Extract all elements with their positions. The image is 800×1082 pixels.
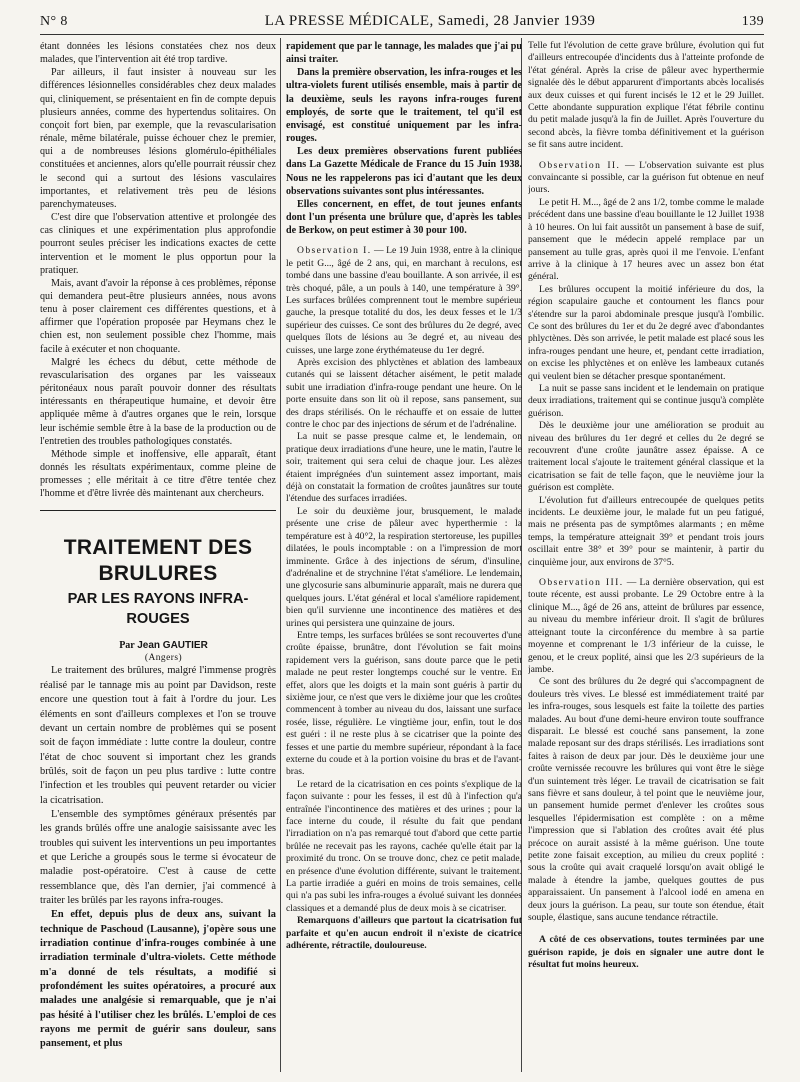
- paragraph: Ce sont des brûlures du 2e degré qui s'accompagnent de douleurs très vives. Le blessé est immédiatement traité par les infra-rouges, sous lesquels est faite la toilette des parties malades. Au bout d'une demi-heure environ toute souffrance disparait. Le blessé est couché sans pansement, la zone malade reposant sur des draps stérilisés. Les irradiations sont faites à raison de deux par jour. Dès le deuxième jour une croûte vernissée recouvre les brûlures qui vont être le siège d'un suintement très léger. Le travail de cicatrisation se fait sans fièvre et sans douleur, à tel point que le neuvième jour, un pansement humide permet d'enlever les croûtes sous lesquelles l'épidermisation est complète : on a même l'impression que si l'ablation des croûtes avait été plus précoce on aurait assisté à la même guérison. Une toute petite zone faisait exception, au milieu du creux poplité : sous la croûte qui avait craquelé lorsqu'on avait obligé le malade à étendre la jambe, quelques gouttes de pus apparaissaient. Un pansement à l'alcool iodé en amena en deux jours la guérison. La peau, sur toute son étendue, était souple, élastique, sans aucune tendance rétractile.: [528, 676, 764, 924]
- article-title: TRAITEMENT DES BRULURES: [63, 536, 253, 586]
- paragraph: La nuit se passe presque calme et, le lendemain, on pratique deux irradiations d'une heure, une le matin, l'autre le soir, traitement qui sera celui de chaque jour. Les alèzes étaient imprégnées d'un suintement assez important, mais déjà on constatait la formation de croûtes jaunâtres sur toute l'étendue des surfaces irradiées.: [286, 431, 522, 505]
- issue-number: N° 8: [40, 14, 68, 29]
- paragraph: Les brûlures occupent la moitié inférieure du dos, la région scapulaire gauche et contournent les flancs pour s'étendre sur la paroi abdominale presque jusqu'à l'ombilic. Ce sont des brûlures du 1er et du 2e degré avec d'abondantes phlyctènes. Dès son arrivée, le petit malade est placé sous les infra-rouges pendant une heure, et, pendant cette irradiation, on excise les phlyctènes et on enlève les lambeaux cutanés qui veulent bien se détacher presque spontanément.: [528, 283, 764, 382]
- observation-1: [286, 245, 522, 952]
- column-divider-1: [280, 38, 281, 1072]
- article-body-intro: [40, 664, 276, 1051]
- paragraph: Le soir du deuxième jour, brusquement, le malade présente une crise de pâleur avec hyperthermie : la température est à 40°2, la respiration stertoreuse, les pupilles dilatées, le pouls incomptable : on a l'impression de mort imminente. Grâce à des injections de sérum, d'insuline, d'adrénaline et de strychnine l'état s'améliore. Le lendemain, une glycosurie sans albuminurie apparaît, mais ne durera que quelques jours. L'état général et local s'améliore rapidement, bien qu'il survienne une incontinence des matières et des urines qui persistera une quinzaine de jours.: [286, 505, 522, 629]
- page-header: [40, 8, 764, 34]
- paragraph: Le retard de la cicatrisation en ces points s'explique de la façon suivante : pour les fesses, il est dû à l'infection qu'a entraînée l'incontinence des matières et des urines ; pour la face interne du coude, il résulte du fait que pendant l'irradiation on n'a pas remarqué tout d'abord que cette partie brûlée ne recevait pas les rayons, cachée qu'elle était par la proximité du tronc. On se trouve donc, chez ce petit malade, en présence d'une évolution différente, suivant le traitement. La partie irradiée a guéri en moins de trois semaines, celle qui n'a pas subi les infra-rouges a évolué suivant les données classiques et a demandé plus de deux mois à se cicatriser.: [286, 778, 522, 914]
- paragraph: Telle fut l'évolution de cette grave brûlure, évolution qui fut d'ailleurs entrecoupée d'incidents dus à l'atteinte profonde de l'état général. Après la crise de pâleur avec hyperthermie signalée dès le début apparurent d'importants abcès localisés aux deux cuisses et qui furent incisés le 12 et le 29 Juillet. Cette abondante suppuration explique l'état fébrile continu du petit malade jusqu'à la fin de Juillet. Après l'ouverture du second abcès, la fièvre tomba définitivement et la guérison se fit sans autre incident.: [528, 40, 764, 151]
- paragraph: rapidement que par le tannage, les malades que j'ai pu ainsi traiter.: [286, 41, 522, 66]
- paragraph: Entre temps, les surfaces brûlées se sont recouvertes d'une croûte épaisse, brunâtre, dont l'évolution se fait moins rapidement vers la guérison, sans doute parce que le petit malade ne peut rester longtemps couché sur le ventre. En effet, alors que les doigts et la main sont guéris à partir du sixième jour, ce n'est que vers le dixième jour que les croûtes commencent à tomber au niveau du dos, laissant une surface rosée, lisse, régulière. Le vingtième jour, enfin, tout le dos est guéri : il ne reste plus à se cicatriser que la pointe des fesses et une partie du membre supérieur, répondant à la face externe du coude et à la portion voisine du bras et de l'avant-bras.: [286, 629, 522, 778]
- article-header: [40, 510, 276, 664]
- byline: [40, 639, 276, 652]
- paragraph: Le petit H. M..., âgé de 2 ans 1/2, tombe comme le malade précédent dans une bassine d'eau bouillante le 12 Juillet 1938 à 10 heures. On lui fait aussitôt un pansement à base de suif, pansement que le médecin appelé remplace par un pansement au tulle gras, après quoi il me l'envoie. L'enfant arrive à la clinique à 17 heures avec un assez bon état général.: [528, 196, 764, 283]
- header-rule: [40, 34, 764, 35]
- paragraph: Par ailleurs, il faut insister à nouveau sur les différences lésionnelles considérables chez deux malades qui, cliniquement, se présentaient en fin de compte depuis plusieurs années, comme des hypertendus solitaires. On conçoit fort bien, par exemple, que la revascularisation rénale, même bilatérale, puisse échouer chez le premier, qui a de nombreuses lésions glomérulo-épithéliales constituées et anciennes, alors qu'elle pourrait réussir chez le second qui a surtout des lésions vasculaires importantes, et relativement très peu de lésions parenchymateuses.: [40, 67, 276, 210]
- paragraph: Remarquons d'ailleurs que partout la cicatrisation fut parfaite et qu'en aucun endroit il n'existe de cicatrice adhérente, rétractile, douloureuse.: [286, 915, 522, 952]
- observation-text: — La dernière observation, qui est toute récente, est aussi probante. Le 29 Octobre entre à la clinique M..., âgé de 26 ans, atteint de brûlures par essence, au niveau du membre inférieur droit. Il s'agit de brûlures atteignant toute la circonférence du membre à sa partie moyenne et comprenant le 1/3 inférieur de la cuisse, le genou, et le creux poplité, ainsi que les 2/3 supérieurs de la jambe.: [528, 577, 764, 675]
- paragraph: Dès le deuxième jour une amélioration se produit au niveau des brûlures du 1er degré et celles du 2e degré se recouvrent d'une croûte jaunâtre assez épaisse. A ce traitement local s'ajoute le traitement général classique et la cicatrisation se fait de telle façon, que le neuvième jour la guérison est complète.: [528, 420, 764, 494]
- paragraph: Les deux premières observations furent publiées dans La Gazette Médicale de France du 15 Juin 1938. Nous ne les rappelerons pas ici d'autant que les deux observations suivantes sont plus intéressantes.: [286, 146, 522, 197]
- column-2: [286, 40, 522, 1072]
- paragraph: étant données les lésions constatées chez nos deux malades, que l'intervention ait été trop tardive.: [40, 41, 276, 66]
- observation-label: Observation III.: [539, 577, 624, 589]
- paragraph: C'est dire que l'observation attentive et prolongée des cas cliniques et une expérimentation plus approfondie pourront seules préciser les indications exactes de cette intervention et le moment le plus opportun pour la pratiquer.: [40, 212, 276, 276]
- observation-heading: [286, 245, 522, 357]
- observation-label: Observation I.: [297, 245, 372, 257]
- paragraph: Après excision des phlyctènes et ablation des lambeaux cutanés qui se laissent détacher aisément, le petit malade subit une irradiation d'infra-rouge pendant une heure. On le porte ensuite dans son lit où il repose, sans pansement, sur des draps stérilisés. On le réchauffe et on essaie de lutter contre le choc par des injections de sérum et de l'adrénaline.: [286, 357, 522, 431]
- column-3: [528, 40, 764, 1072]
- observation-text: — L'observation suivante est plus convaincante si possible, car la guérison fut obtenue en neuf jours.: [528, 159, 764, 196]
- observation-text: — Le 19 Juin 1938, entre à la clinique le petit G..., âgé de 2 ans, qui, en marchant à reculons, est tombé dans une bassine d'eau bouillante. A son arrivée, il est très choqué, pâle, a un pouls à 140, une température à 39°. Les surfaces brûlées comprennent tout le membre supérieur gauche, la presque totalité du dos, les deux fesses et le 1/3 supérieur des cuisses. Ce sont des brûlures du 2e degré, avec quelques îlots de lésions au 3e degré et, au niveau des cuisses, une large zone érythémateuse du 1er degré.: [286, 245, 522, 356]
- observation-heading: [528, 577, 764, 676]
- paragraph: Elles concernent, en effet, de tout jeunes enfants dont l'un présenta une brûlure que, d'après les tables de Berkow, on peut estimer à 30 pour 100.: [286, 198, 522, 237]
- page-number: 139: [741, 14, 764, 29]
- paragraph: A côté de ces observations, toutes terminées par une guérison rapide, je dois en signaler une autre dont le résultat fut moins heureux.: [528, 934, 764, 971]
- paragraph: Mais, avant d'avoir la réponse à ces problèmes, réponse qui demandera peut-être plusieurs années, nous avons tenu à poser clairement ces différentes questions, et à affirmer que l'opération proposée par Heymans chez le chien est, non seulement possible chez l'homme, mais facile à exécuter et non choquante.: [40, 277, 276, 355]
- observation-label: Observation II.: [539, 159, 621, 171]
- byline-prefix: Par: [119, 640, 135, 652]
- section-rule: [40, 510, 276, 511]
- article-subtitle: PAR LES RAYONS INFRA-ROUGES: [67, 591, 249, 628]
- column-1: [40, 40, 276, 1072]
- journal-title: LA PRESSE MÉDICALE, Samedi, 28 Janvier 1939: [264, 13, 596, 29]
- observation-heading: [528, 160, 764, 197]
- paragraph: L'évolution fut d'ailleurs entrecoupée de quelques petits incidents. Le deuxième jour, le malade fut un peu fatigué, mais ne présenta pas de symptômes alarmants ; en même temps, la température atteignait 39° et pendant trois jours oscillait entre 38° et 39° pour se maintenir, à partir du cinquième jour, aux environs de 37°5.: [528, 494, 764, 568]
- paragraph: Méthode simple et inoffensive, elle apparaît, étant donnés les résultats expérimentaux, comme pleine de promesses ; elle méritait à ce titre d'être tentée chez l'homme et d'être livrée dès maintenant aux chercheurs.: [40, 448, 276, 500]
- paragraph: Le traitement des brûlures, malgré l'immense progrès réalisé par le tannage mis au point par Davidson, reste encore une question tout à fait à l'ordre du jour. Les éléments en sont d'ailleurs complexes et l'on se trouve devant un certain nombre de problèmes qui se posent soit de façon immédiate : lutte contre la douleur, contre l'état de choc souvent si important chez les grands brûlés, soit de façon un peu plus tardive : lutte contre l'infection et les troubles qui peuvent retarder ou vicier la cicatrisation.: [40, 665, 276, 806]
- paragraph: Dans la première observation, les infra-rouges et les ultra-violets furent utilisés ensemble, mais à partir de la deuxième, seuls les rayons infra-rouges furent employés, de sorte que le traitement, tel qu'il est envisagé, est constitué uniquement par les infra-rouges.: [286, 67, 522, 145]
- paragraph: En effet, depuis plus de deux ans, suivant la technique de Paschoud (Lausanne), j'opère sous une irradiation continue d'infra-rouges combinée à une irradiation terminale d'ultra-violets. Cette méthode m'a donné de tels résultats, a modifié si profondément les suites opératoires, a procuré aux malades une analgésie si remarquable, que je n'ai pas hésité à l'utiliser chez les brûlés. L'emploi de ces rayons me permit de guérir sans douleur, sans pansement, et plus: [40, 909, 276, 1050]
- paragraph: Malgré les échecs du début, cette méthode de revascularisation des organes par les vaisseaux péritonéaux nous paraît pouvoir donner des résultats intéressants en thérapeutique humaine, et devoir être appliquée même à d'autres organes que le rein, lorsque leur ischémie semble être à la base de la production ou de l'entretien des troubles pathologiques constatés.: [40, 356, 276, 447]
- paragraph: La nuit se passe sans incident et le lendemain on pratique deux irradiations, traitement qui se continue jusqu'à complète guérison.: [528, 382, 764, 419]
- author-affiliation: (Angers): [144, 653, 183, 664]
- paragraph: L'ensemble des symptômes généraux présentés par les grands brûlés offre une analogie saisissante avec les troubles qui suivent les interventions un peu importantes et que Leriche a groupés sous le terme si évocateur de maladie post-opératoire. C'est à cause de cette ressemblance que, dès l'an dernier, j'ai commencé à traiter les brûlés par les rayons infra-rouges.: [40, 808, 276, 906]
- author-name: Jean GAUTIER: [137, 640, 208, 652]
